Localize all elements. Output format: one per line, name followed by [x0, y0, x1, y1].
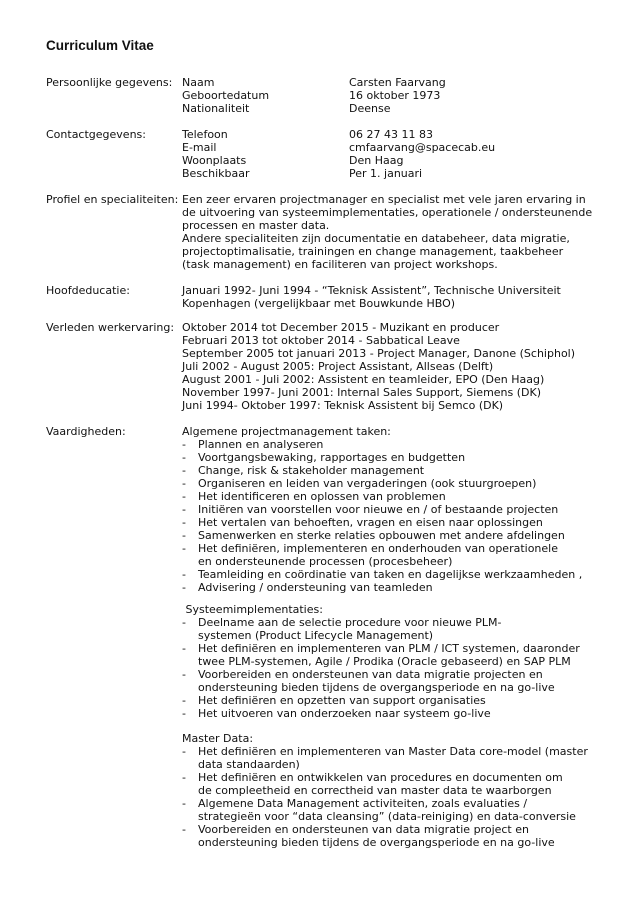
bullet-dash: - [182, 568, 186, 581]
list-item: - Samenwerken en sterke relaties opbouwen met andere afdelingen [182, 529, 565, 542]
bullet-dash: - [182, 797, 186, 810]
personal-value: Deense [349, 102, 391, 115]
bullet-dash: - [182, 464, 186, 477]
contact-key: Beschikbaar [182, 167, 250, 180]
contact-key: E-mail [182, 141, 217, 154]
list-item-continuation: twee PLM-systemen, Agile / Prodika (Oracle gebaseerd) en SAP PLM [198, 655, 571, 668]
experience-item: Oktober 2014 tot December 2015 - Muzikant en producer [182, 321, 500, 334]
contact-value: Per 1. januari [349, 167, 423, 180]
bullet-dash: - [182, 668, 186, 681]
bullet-dash: - [182, 516, 186, 529]
profile-line: Andere specialiteiten zijn documentatie en databeheer, data migratie, [182, 232, 570, 245]
list-item-continuation: strategieën voor “data cleansing” (data-reiniging) en data-conversie [198, 810, 576, 823]
list-item: - Change, risk & stakeholder management [182, 464, 425, 477]
list-item: - Initiëren van voorstellen voor nieuwe en / of bestaande projecten [182, 503, 559, 516]
profile-line: processen en master data. [182, 219, 330, 232]
contact-key: Woonplaats [182, 154, 247, 167]
list-item: - Deelname aan de selectie procedure voor nieuwe PLM- [182, 616, 502, 629]
contact-keys [182, 128, 249, 180]
list-item-continuation: systemen (Product Lifecycle Management) [198, 629, 434, 642]
bullet-dash: - [182, 707, 186, 720]
profile-text [182, 193, 592, 271]
experience-item: August 2001 - Juli 2002: Assistent en teamleider, EPO (Den Haag) [182, 373, 545, 386]
experience-item: Juni 1994- Oktober 1997: Teknisk Assistent bij Semco (DK) [182, 399, 504, 412]
list-item: - Het definiëren en implementeren van Master Data core-model (master [182, 745, 588, 758]
bullet-dash: - [182, 694, 186, 707]
list-item: - Het definiëren, implementeren en onderhouden van operationele [182, 542, 558, 555]
personal-value: 16 oktober 1973 [349, 89, 441, 102]
list-item: - Het uitvoeren van onderzoeken naar systeem go-live [182, 707, 491, 720]
experience-item: September 2005 tot januari 2013 - Project Manager, Danone (Schiphol) [182, 347, 576, 360]
personal-value: Carsten Faarvang [349, 76, 446, 89]
bullet-dash: - [182, 642, 186, 655]
list-item: - Voorbereiden en ondersteunen van data migratie project en [182, 823, 529, 836]
personal-values [349, 76, 446, 115]
contact-key: Telefoon [182, 128, 228, 141]
skills-group-project-management [182, 425, 582, 594]
list-item-continuation: ondersteuning bieden tijdens de overgangsperiode en na go-live [198, 836, 555, 849]
list-item: - Teamleiding en coördinatie van taken en dagelijkse werkzaamheden , [182, 568, 583, 581]
experience-label: Verleden werkervaring: [46, 321, 175, 334]
bullet-dash: - [182, 438, 186, 451]
bullet-dash: - [182, 823, 186, 836]
personal-key: Nationaliteit [182, 102, 250, 115]
bullet-dash: - [182, 581, 186, 594]
list-item-continuation: en ondersteunende processen (procesbeheer) [198, 555, 453, 568]
bullet-dash: - [182, 451, 186, 464]
education-label: Hoofdeducatie: [46, 284, 130, 297]
list-item: - Het identificeren en oplossen van problemen [182, 490, 446, 503]
profile-line: projectoptimalisatie, trainingen en change management, taakbeheer [182, 245, 564, 258]
experience-list [182, 321, 575, 412]
list-item: - Het vertalen van behoeften, vragen en eisen naar oplossingen [182, 516, 543, 529]
education-line: Kopenhagen (vergelijkbaar met Bouwkunde HBO) [182, 297, 456, 310]
skills-group-heading: Algemene projectmanagement taken: [182, 425, 391, 438]
bullet-dash: - [182, 477, 186, 490]
skills-group-master-data [182, 732, 588, 849]
bullet-dash: - [182, 529, 186, 542]
list-item: - Organiseren en leiden van vergaderingen (ook stuurgroepen) [182, 477, 537, 490]
contact-email: cmfaarvang@spacecab.eu [349, 141, 496, 154]
profile-label: Profiel en specialiteiten: [46, 193, 179, 206]
personal-keys [182, 76, 269, 115]
education-line: Januari 1992- Juni 1994 - “Teknisk Assistent”, Technische Universiteit [182, 284, 561, 297]
skills-label: Vaardigheden: [46, 425, 126, 438]
contact-value: 06 27 43 11 83 [349, 128, 433, 141]
experience-item: November 1997- Juni 2001: Internal Sales Support, Siemens (DK) [182, 386, 542, 399]
personal-key: Naam [182, 76, 215, 89]
personal-key: Geboortedatum [182, 89, 270, 102]
skills-group-system-implementations [182, 603, 580, 720]
skills-group-heading: Systeemimplementaties: [182, 603, 323, 616]
list-item: - Het definiëren en opzetten van support organisaties [182, 694, 486, 707]
skills-group-heading: Master Data: [182, 732, 254, 745]
bullet-dash: - [182, 745, 186, 758]
list-item: - Plannen en analyseren [182, 438, 324, 451]
experience-item: Februari 2013 tot oktober 2014 - Sabbatical Leave [182, 334, 460, 347]
list-item: - Het definiëren en implementeren van PLM / ICT systemen, daaronder [182, 642, 580, 655]
list-item: - Het definiëren en ontwikkelen van procedures en documenten om [182, 771, 563, 784]
bullet-dash: - [182, 490, 186, 503]
document-title: Curriculum Vitae [46, 38, 154, 53]
profile-line: (task management) en faciliteren van project workshops. [182, 258, 498, 271]
bullet-dash: - [182, 616, 186, 629]
list-item: - Voortgangsbewaking, rapportages en budgetten [182, 451, 466, 464]
experience-item: Juli 2002 - August 2005: Project Assistant, Allseas (Delft) [182, 360, 494, 373]
list-item: - Voorbereiden en ondersteunen van data migratie projecten en [182, 668, 543, 681]
list-item-continuation: data standaarden) [198, 758, 300, 771]
contact-label: Contactgegevens: [46, 128, 146, 141]
list-item-continuation: ondersteuning bieden tijdens de overgangsperiode en na go-live [198, 681, 555, 694]
personal-label: Persoonlijke gegevens: [46, 76, 173, 89]
contact-value: Den Haag [349, 154, 404, 167]
profile-line: de uitvoering van systeemimplementaties, operationele / ondersteunende [182, 206, 593, 219]
profile-line: Een zeer ervaren projectmanager en specialist met vele jaren ervaring in [182, 193, 586, 206]
bullet-dash: - [182, 542, 186, 555]
list-item-continuation: de compleetheid en correctheid van master data te waarborgen [198, 784, 552, 797]
bullet-dash: - [182, 771, 186, 784]
bullet-dash: - [182, 503, 186, 516]
list-item: - Advisering / ondersteuning van teamleden [182, 581, 433, 594]
contact-values [349, 128, 495, 180]
list-item: - Algemene Data Management activiteiten, zoals evaluaties / [182, 797, 528, 810]
education-text [182, 284, 561, 310]
